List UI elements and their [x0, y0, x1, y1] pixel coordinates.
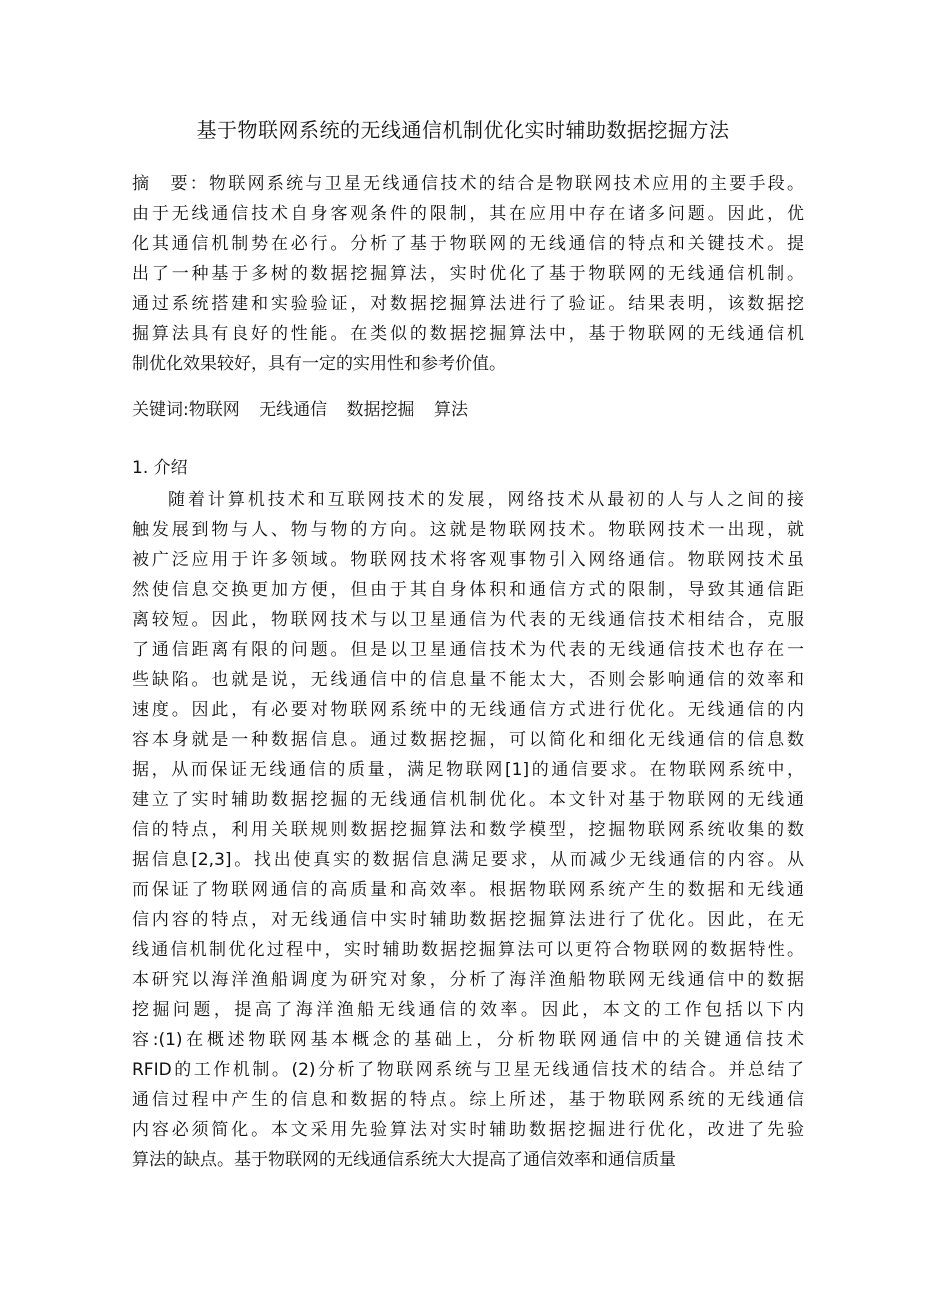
body-line: 速度。因此，有必要对物联网系统中的无线通信方式进行优化。无线通信的内 — [132, 700, 804, 720]
body-line: 随着计算机技术和互联网技术的发展，网络技术从最初的人与人之间的接 — [168, 490, 804, 510]
body-line: 然使信息交换更加方便，但由于其自身体积和通信方式的限制，导致其通信距 — [132, 580, 804, 600]
body-line: 些缺陷。也就是说，无线通信中的信息量不能太大，否则会影响通信的效率和 — [132, 670, 804, 690]
keywords-label: 关键词:物联网 — [132, 400, 240, 420]
body-line: 内容必须简化。本文采用先验算法对实时辅助数据挖掘进行优化，改进了先验 — [132, 1120, 804, 1140]
body-line: 线通信机制优化过程中，实时辅助数据挖掘算法可以更符合物联网的数据特性。 — [132, 940, 804, 960]
section-body — [132, 485, 804, 1175]
body-line: 建立了实时辅助数据挖掘的无线通信机制优化。本文针对基于物联网的无线通 — [132, 790, 804, 810]
body-line: 通信过程中产生的信息和数据的特点。综上所述，基于物联网系统的无线通信 — [132, 1090, 804, 1110]
body-line: 容本身就是一种数据信息。通过数据挖掘，可以简化和细化无线通信的信息数 — [132, 730, 804, 750]
abstract-line: 摘 要：物联网系统与卫星无线通信技术的结合是物联网技术应用的主要手段。 — [132, 174, 804, 194]
keyword-item: 无线通信 — [259, 400, 328, 420]
keyword-item: 算法 — [433, 400, 468, 420]
abstract-line: 由于无线通信技术自身客观条件的限制，其在应用中存在诸多问题。因此，优 — [132, 204, 804, 224]
abstract — [132, 169, 804, 379]
body-line: 信的特点，利用关联规则数据挖掘算法和数学模型，挖掘物联网系统收集的数 — [132, 820, 804, 840]
abstract-line: 通过系统搭建和实验验证，对数据挖掘算法进行了验证。结果表明，该数据挖 — [132, 294, 804, 314]
body-line: 容:(1)在概述物联网基本概念的基础上，分析物联网通信中的关键通信技术 — [132, 1030, 804, 1050]
body-line: 离较短。因此，物联网技术与以卫星通信为代表的无线通信技术相结合，克服 — [132, 610, 804, 630]
abstract-line: 掘算法具有良好的性能。在类似的数据挖掘算法中，基于物联网的无线通信机 — [132, 324, 804, 344]
body-line: 挖掘问题，提高了海洋渔船无线通信的效率。因此，本文的工作包括以下内 — [132, 1000, 804, 1020]
body-line: 本研究以海洋渔船调度为研究对象，分析了海洋渔船物联网无线通信中的数据 — [132, 970, 804, 990]
body-line: 据，从而保证无线通信的质量，满足物联网[1]的通信要求。在物联网系统中， — [132, 760, 804, 780]
keyword-item: 数据挖掘 — [346, 400, 415, 420]
body-line: 算法的缺点。基于物联网的无线通信系统大大提高了通信效率和通信质量 — [132, 1150, 676, 1170]
body-line: 触发展到物与人、物与物的方向。这就是物联网技术。物联网技术一出现，就 — [132, 520, 804, 540]
paper-title: 基于物联网系统的无线通信机制优化实时辅助数据挖掘方法 — [196, 118, 730, 142]
abstract-line: 出了一种基于多树的数据挖掘算法，实时优化了基于物联网的无线通信机制。 — [132, 264, 804, 284]
body-line: 被广泛应用于许多领域。物联网技术将客观事物引入网络通信。物联网技术虽 — [132, 550, 804, 570]
body-line: 了通信距离有限的问题。但是以卫星通信技术为代表的无线通信技术也存在一 — [132, 640, 804, 660]
abstract-line: 化其通信机制势在必行。分析了基于物联网的无线通信的特点和关键技术。提 — [132, 234, 804, 254]
abstract-line: 制优化效果较好，具有一定的实用性和参考价值。 — [132, 354, 506, 374]
section-heading: 1. 介绍 — [132, 458, 188, 478]
keywords — [132, 395, 468, 425]
body-line: RFID的工作机制。(2)分析了物联网系统与卫星无线通信技术的结合。并总结了 — [132, 1060, 804, 1080]
body-line: 据信息[2,3]。找出使真实的数据信息满足要求，从而减少无线通信的内容。从 — [132, 850, 804, 870]
body-line: 而保证了物联网通信的高质量和高效率。根据物联网系统产生的数据和无线通 — [132, 880, 804, 900]
body-line: 信内容的特点，对无线通信中实时辅助数据挖掘算法进行了优化。因此，在无 — [132, 910, 804, 930]
